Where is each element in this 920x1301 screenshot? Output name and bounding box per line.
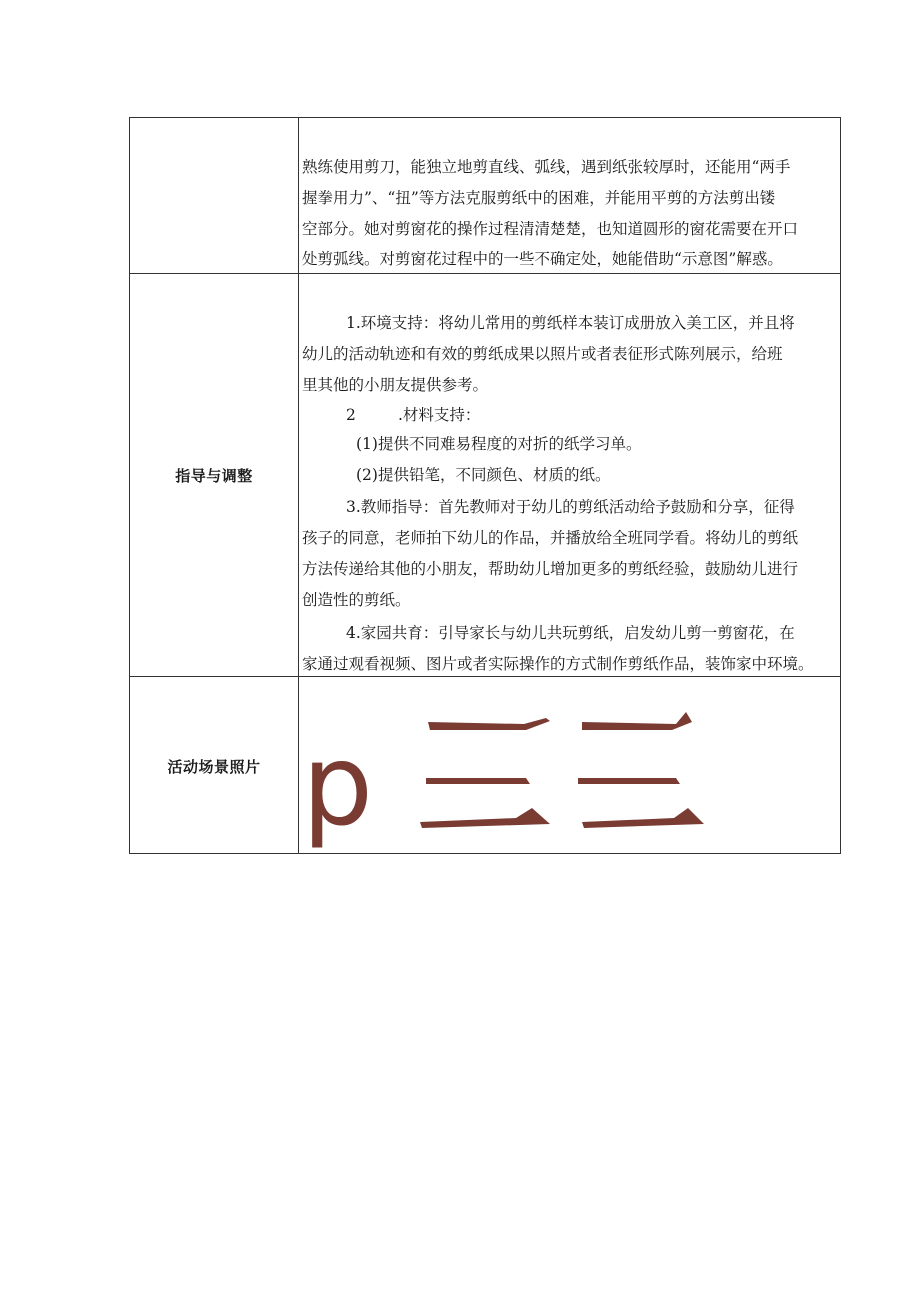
photo-glyph: p — [302, 721, 374, 851]
row2-text-line: 家通过观看视频、图片或者实际操作的方式制作剪纸作品，装饰家中环境。 — [302, 655, 814, 673]
label-guidance: 指导与调整 — [175, 467, 253, 485]
photo-placeholder-graphic — [300, 678, 840, 854]
row2-text-line: 2 — [346, 406, 356, 424]
activity-photo — [300, 678, 840, 854]
broken-image-strokes — [420, 712, 704, 828]
label-activity-photo: 活动场景照片 — [167, 758, 261, 776]
row2-text-line: 1.环境支持：将幼儿常用的剪纸样本装订成册放入美工区，并且将 — [346, 314, 795, 332]
row2-text-line: (1)提供不同难易程度的对折的纸学习单。 — [356, 435, 642, 453]
row2-text-line: .材料支持： — [398, 406, 481, 424]
evaluation-table — [129, 117, 841, 854]
column-divider — [298, 118, 299, 853]
row2-text-line: 里其他的小朋友提供参考。 — [302, 376, 489, 394]
row1-text-line: 处剪弧线。对剪窗花过程中的一些不确定处，她能借助“示意图”解惑。 — [302, 250, 783, 268]
row1-text-line: 握拳用力”、“扭”等方法克服剪纸中的困难，并能用平剪的方法剪出镂 — [302, 189, 776, 207]
row2-text-line: (2)提供铅笔，不同颜色、材质的纸。 — [356, 466, 611, 484]
row2-text-line: 3.教师指导：首先教师对于幼儿的剪纸活动给予鼓励和分享，征得 — [346, 498, 795, 516]
row2-text-line: 幼儿的活动轨迹和有效的剪纸成果以照片或者表征形式陈列展示，给班 — [302, 345, 783, 363]
row2-text-line: 创造性的剪纸。 — [302, 591, 411, 609]
row2-text-line: 孩子的同意，老师拍下幼儿的作品，并播放给全班同学看。将幼儿的剪纸 — [302, 529, 799, 547]
row1-text-line: 空部分。她对剪窗花的操作过程清清楚楚，也知道圆形的窗花需要在开口 — [302, 220, 799, 238]
row2-text-line: 方法传递给其他的小朋友，帮助幼儿增加更多的剪纸经验，鼓励幼儿进行 — [302, 560, 799, 578]
row1-text-line: 熟练使用剪刀，能独立地剪直线、弧线，遇到纸张较厚时，还能用“两手 — [302, 158, 791, 176]
row2-text-line: 4.家园共育：引导家长与幼儿共玩剪纸，启发幼儿剪一剪窗花，在 — [346, 624, 795, 642]
